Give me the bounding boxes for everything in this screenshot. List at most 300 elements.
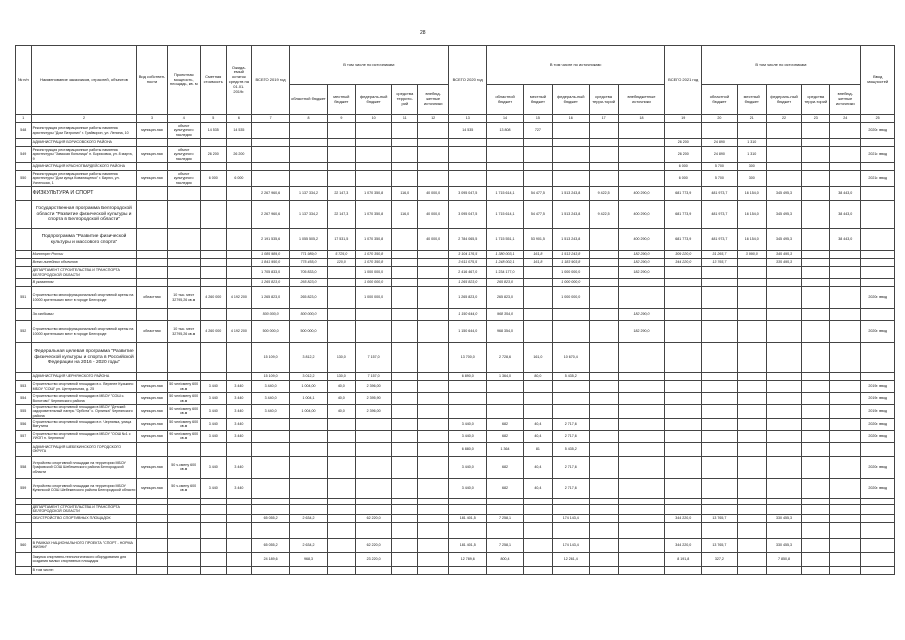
table-cell <box>290 418 328 430</box>
table-cell <box>665 321 702 343</box>
table-cell: муницип-ная <box>137 381 167 393</box>
table-cell: 15 109,0 <box>252 373 290 381</box>
table-cell <box>418 171 449 187</box>
table-cell <box>392 139 418 147</box>
col-header-offbudget: внебюд-жетные источники <box>418 85 449 115</box>
column-number: 8 <box>290 115 328 123</box>
table-cell <box>487 405 524 419</box>
row-name-cell: Федеральная целевая программа "Развитие физической культуры и спорта в Российской Федерации на 2016 - 2020 годы" <box>31 343 137 373</box>
table-cell <box>737 373 766 381</box>
table-cell <box>355 566 392 574</box>
table-cell <box>702 123 738 139</box>
table-cell: 705 833,0 <box>290 267 328 279</box>
table-cell <box>830 566 861 574</box>
table-cell <box>449 504 487 514</box>
col-header-sources-2019: В том числе по источникам: <box>290 46 449 85</box>
table-cell <box>200 566 226 574</box>
table-cell <box>418 309 449 321</box>
table-cell: 400 290,0 <box>618 229 665 251</box>
table-cell: 500 000,0 <box>252 309 290 321</box>
table-row <box>16 279 895 287</box>
table-cell <box>618 373 665 381</box>
table-cell <box>589 309 618 321</box>
table-cell <box>327 309 355 321</box>
table-cell <box>137 504 167 514</box>
table-cell: 681 773,9 <box>665 201 702 229</box>
table-cell <box>830 163 861 171</box>
table-cell: 2019г. ввод <box>861 405 895 419</box>
column-number: 13 <box>449 115 487 123</box>
table-cell <box>167 504 200 514</box>
column-number: 19 <box>665 115 702 123</box>
row-number-cell: 552 <box>16 321 32 343</box>
table-cell: муницип-ная <box>137 456 167 478</box>
row-number-cell <box>16 343 32 373</box>
table-cell <box>589 504 618 514</box>
table-cell <box>226 373 252 381</box>
table-cell <box>802 522 830 538</box>
table-cell: 12 261,4 <box>552 552 589 566</box>
column-number: 24 <box>830 115 861 123</box>
table-cell <box>392 538 418 552</box>
table-cell: 345 495,3 <box>766 251 802 259</box>
table-cell <box>449 147 487 163</box>
table-cell <box>589 251 618 259</box>
table-cell <box>137 522 167 538</box>
table-cell: 344 220,0 <box>665 514 702 522</box>
table-row <box>16 267 895 279</box>
table-cell <box>737 405 766 419</box>
table-cell <box>418 514 449 522</box>
table-cell <box>618 504 665 514</box>
table-cell <box>167 514 200 522</box>
table-cell: 1 265 823,0 <box>449 287 487 309</box>
table-cell <box>802 287 830 309</box>
table-cell <box>252 442 290 456</box>
table-cell <box>665 381 702 393</box>
table-cell <box>861 229 895 251</box>
col-header-offbudget-2021: внебюд-жетные источники <box>830 85 861 115</box>
table-cell <box>552 405 589 419</box>
table-cell: 16 154,0 <box>737 229 766 251</box>
column-number: 14 <box>487 115 524 123</box>
table-cell <box>252 418 290 430</box>
table-cell: 3 440 <box>226 381 252 393</box>
table-cell <box>226 522 252 538</box>
table-cell: 2 728,6 <box>487 343 524 373</box>
row-number-cell: 559 <box>16 478 32 498</box>
table-row <box>16 171 895 187</box>
table-cell <box>861 251 895 259</box>
table-cell <box>802 566 830 574</box>
table-cell <box>802 552 830 566</box>
table-cell <box>766 321 802 343</box>
table-cell: 1 513 243,8 <box>552 201 589 229</box>
row-number-cell <box>16 514 32 522</box>
table-cell <box>392 259 418 267</box>
row-name-cell: Строительство спортивной площадки в с. Верхнее Кузькино МБОУ "СОШ" ул. Центральная, д. 25 <box>31 381 137 393</box>
table-cell <box>392 229 418 251</box>
table-cell <box>355 309 392 321</box>
row-number-cell: 553 <box>16 381 32 393</box>
table-cell <box>418 343 449 373</box>
table-cell: 300 <box>737 163 766 171</box>
table-cell <box>200 504 226 514</box>
table-cell <box>702 287 738 309</box>
table-cell <box>290 171 328 187</box>
table-row <box>16 478 895 498</box>
table-body <box>16 123 895 575</box>
table-cell <box>355 522 392 538</box>
row-number-cell <box>16 552 32 566</box>
col-header-ownership: Вид собствен-ности <box>137 46 167 115</box>
table-row <box>16 147 895 163</box>
table-cell: 1 070 350,8 <box>355 229 392 251</box>
column-number: 6 <box>226 115 252 123</box>
row-name-cell: В том числе: <box>31 566 137 574</box>
table-cell: 16 154,0 <box>737 201 766 229</box>
table-cell <box>861 522 895 538</box>
table-cell <box>523 514 552 522</box>
table-cell <box>327 139 355 147</box>
col-header-territorial-2021: средства терри-торий <box>802 85 830 115</box>
table-cell <box>226 229 252 251</box>
table-cell: муницип-ная <box>137 418 167 430</box>
table-cell <box>226 442 252 456</box>
table-cell <box>737 418 766 430</box>
table-cell: 1 070 350,8 <box>355 251 392 259</box>
table-cell <box>618 478 665 498</box>
table-cell <box>665 267 702 279</box>
table-row <box>16 259 895 267</box>
table-cell: 4 260 000 <box>200 287 226 309</box>
table-cell <box>552 171 589 187</box>
table-cell: 3 440 <box>200 430 226 442</box>
table-cell <box>618 552 665 566</box>
row-name-cell: За скобками <box>31 309 137 321</box>
table-cell: 2 267 960,6 <box>252 201 290 229</box>
column-number: 9 <box>327 115 355 123</box>
table-cell: 14 535 <box>226 123 252 139</box>
table-cell <box>487 522 524 538</box>
table-cell: 54 477,5 <box>523 201 552 229</box>
table-cell: 1 150 644,0 <box>449 309 487 321</box>
table-cell <box>766 373 802 381</box>
table-cell <box>861 514 895 522</box>
table-cell <box>523 163 552 171</box>
table-cell <box>418 538 449 552</box>
row-number-cell <box>16 504 32 514</box>
table-cell <box>200 442 226 456</box>
row-name-cell: Закупка спортивно-технологического оборудования для создания малых спортивных площадок <box>31 552 137 566</box>
table-cell: 265 823,0 <box>487 279 524 287</box>
table-cell <box>702 442 738 456</box>
table-cell <box>355 163 392 171</box>
table-cell <box>766 279 802 287</box>
row-name-cell: Строительство спортивной площадки в МБОУ "Детский оздоровительный лагерь "Орбита" с. Орлинка" Чернянского района <box>31 405 137 419</box>
row-name-cell: В РАМКАХ НАЦИОНАЛЬНОГО ПРОЕКТА "СПОРТ - НОРМА ЖИЗНИ" <box>31 538 137 552</box>
table-row <box>16 538 895 552</box>
table-cell <box>618 343 665 373</box>
table-cell <box>737 279 766 287</box>
table-cell: 24 890 <box>702 139 738 147</box>
row-number-cell: 551 <box>16 287 32 309</box>
table-cell <box>802 430 830 442</box>
table-cell: 1 513 243,8 <box>552 251 589 259</box>
table-cell <box>523 538 552 552</box>
column-number: 15 <box>523 115 552 123</box>
table-cell <box>830 373 861 381</box>
table-cell <box>830 259 861 267</box>
table-row <box>16 123 895 139</box>
table-cell: 400 290,0 <box>618 201 665 229</box>
table-cell <box>392 418 418 430</box>
table-cell <box>589 171 618 187</box>
table-cell <box>252 478 290 498</box>
column-number: 23 <box>802 115 830 123</box>
table-cell <box>355 442 392 456</box>
table-cell <box>327 538 355 552</box>
table-cell <box>618 287 665 309</box>
table-cell <box>290 430 328 442</box>
table-cell <box>355 171 392 187</box>
table-cell <box>355 430 392 442</box>
table-cell <box>552 381 589 393</box>
table-row <box>16 287 895 309</box>
table-cell <box>327 163 355 171</box>
table-cell: 8 191,8 <box>665 552 702 566</box>
table-cell <box>418 373 449 381</box>
table-cell <box>702 343 738 373</box>
table-cell <box>392 251 418 259</box>
table-row <box>16 456 895 478</box>
table-cell <box>200 552 226 566</box>
table-cell: 130,0 <box>327 373 355 381</box>
column-number: 10 <box>355 115 392 123</box>
row-number-cell <box>16 201 32 229</box>
table-cell: 3 095 047,5 <box>449 201 487 229</box>
table-cell <box>737 287 766 309</box>
table-cell <box>665 309 702 321</box>
table-cell: 1 513 243,8 <box>552 187 589 201</box>
column-number: 3 <box>137 115 167 123</box>
column-number: 25 <box>861 115 895 123</box>
table-cell: 7 850,8 <box>766 552 802 566</box>
table-cell <box>252 147 290 163</box>
table-cell <box>226 187 252 201</box>
col-header-territorial-2020: средства терри-торий <box>589 85 618 115</box>
table-cell <box>702 478 738 498</box>
table-cell: 7 157,0 <box>355 373 392 381</box>
table-cell <box>802 147 830 163</box>
col-header-federal-2021: федераль-ный бюджет <box>766 85 802 115</box>
table-cell <box>137 267 167 279</box>
table-cell <box>665 456 702 478</box>
table-cell: 1 070 350,8 <box>355 259 392 267</box>
table-cell: 181 401,5 <box>449 538 487 552</box>
table-cell: 181 401,5 <box>449 514 487 522</box>
table-cell <box>802 201 830 229</box>
table-cell <box>802 456 830 478</box>
table-cell: 13 765,7 <box>702 538 738 552</box>
table-cell <box>861 259 895 267</box>
table-cell <box>702 279 738 287</box>
table-cell <box>167 522 200 538</box>
row-name-cell: Строительство спортивной площадки в МБОУ "СОШ с. Волотово" Чернянского района <box>31 393 137 405</box>
table-cell <box>418 267 449 279</box>
table-cell <box>327 442 355 456</box>
table-cell: 345 495,3 <box>766 201 802 229</box>
table-cell <box>137 279 167 287</box>
table-cell <box>252 139 290 147</box>
table-cell <box>418 163 449 171</box>
table-cell <box>589 522 618 538</box>
table-cell <box>702 522 738 538</box>
table-cell <box>523 171 552 187</box>
row-number-cell: 556 <box>16 418 32 430</box>
table-cell <box>861 187 895 201</box>
table-cell: 2 396,00 <box>355 381 392 393</box>
table-cell <box>290 147 328 163</box>
table-cell <box>830 456 861 478</box>
table-cell <box>418 393 449 405</box>
table-cell: 14 535 <box>200 123 226 139</box>
table-cell <box>487 139 524 147</box>
table-cell <box>861 504 895 514</box>
table-cell <box>200 267 226 279</box>
table-cell <box>830 552 861 566</box>
table-cell <box>137 229 167 251</box>
row-number-cell <box>16 187 32 201</box>
table-cell <box>392 381 418 393</box>
table-cell <box>766 381 802 393</box>
table-cell <box>552 504 589 514</box>
table-cell: 1 150 644,0 <box>449 321 487 343</box>
table-cell <box>418 566 449 574</box>
table-cell <box>252 163 290 171</box>
table-cell <box>766 418 802 430</box>
table-cell: 3 440,0 <box>252 381 290 393</box>
table-cell: 6 880,0 <box>449 442 487 456</box>
table-cell <box>167 538 200 552</box>
table-cell: 4 192 200 <box>226 287 252 309</box>
table-cell: 50 ч.смену 600 кв.м <box>167 478 200 498</box>
table-cell <box>737 309 766 321</box>
table-cell <box>861 538 895 552</box>
table-cell <box>523 139 552 147</box>
table-cell: 26 200 <box>665 147 702 163</box>
table-cell: 3 104 176,5 <box>449 251 487 259</box>
table-cell <box>830 267 861 279</box>
table-cell: 3 440 <box>226 418 252 430</box>
table-row <box>16 566 895 574</box>
column-number: 12 <box>418 115 449 123</box>
table-row <box>16 309 895 321</box>
table-cell <box>552 139 589 147</box>
table-cell <box>327 279 355 287</box>
table-cell <box>487 163 524 171</box>
table-cell: муницип-ная <box>137 171 167 187</box>
table-cell <box>327 267 355 279</box>
table-cell <box>830 279 861 287</box>
table-cell <box>167 229 200 251</box>
table-cell <box>392 287 418 309</box>
table-cell: 2 717,6 <box>552 478 589 498</box>
table-cell <box>392 552 418 566</box>
table-cell: 116,0 <box>392 187 418 201</box>
col-header-n: № п/п <box>16 46 32 115</box>
col-header-sources-2020: В том числе по источникам: <box>487 46 665 85</box>
table-cell <box>200 279 226 287</box>
table-cell <box>552 566 589 574</box>
table-cell: 10 670,4 <box>552 343 589 373</box>
table-cell: 2020г. ввод <box>861 478 895 498</box>
table-cell: 1 004,00 <box>290 405 328 419</box>
table-cell <box>618 405 665 419</box>
table-cell: 1 248 002,1 <box>487 259 524 267</box>
table-cell <box>392 430 418 442</box>
table-cell: 2020г. ввод <box>861 123 895 139</box>
table-cell <box>802 187 830 201</box>
table-row <box>16 381 895 393</box>
table-cell <box>523 309 552 321</box>
col-header-territorial: средства террито-рий <box>392 85 418 115</box>
table-cell <box>702 321 738 343</box>
table-cell: 9 422,5 <box>589 201 618 229</box>
table-cell: 3 012,2 <box>290 373 328 381</box>
row-name-cell: Устройство спортивной площадки на территории МБОУ Графовской СОШ Шебекинского района Белгородской области <box>31 456 137 478</box>
table-cell: 1 000 000,0 <box>552 279 589 287</box>
table-cell <box>665 442 702 456</box>
table-row <box>16 321 895 343</box>
table-cell <box>766 343 802 373</box>
table-cell: 13 808 <box>487 123 524 139</box>
table-cell: 1 265 823,0 <box>252 279 290 287</box>
row-name-cell: ДЕПАРТАМЕНТ СТРОИТЕЛЬСТВА И ТРАНСПОРТА БЕЛГОРОДСКОЙ ОБЛАСТИ <box>31 267 137 279</box>
table-cell <box>702 373 738 381</box>
table-row <box>16 343 895 373</box>
table-cell: объект культурного наследия <box>167 171 200 187</box>
row-number-cell <box>16 373 32 381</box>
table-cell <box>200 343 226 373</box>
table-cell: 1 841 950,0 <box>252 259 290 267</box>
table-cell <box>552 522 589 538</box>
table-cell <box>167 267 200 279</box>
table-cell: 682 <box>487 430 524 442</box>
table-cell: 400 290,0 <box>618 187 665 201</box>
table-cell <box>137 139 167 147</box>
table-cell: 6 000 <box>665 171 702 187</box>
table-cell: 16 154,0 <box>737 187 766 201</box>
table-cell <box>665 430 702 442</box>
table-cell <box>418 123 449 139</box>
table-cell <box>589 229 618 251</box>
table-cell <box>226 343 252 373</box>
table-cell <box>702 566 738 574</box>
table-cell: 345 495,3 <box>766 187 802 201</box>
row-number-cell: 549 <box>16 147 32 163</box>
table-cell <box>802 442 830 456</box>
table-cell <box>589 456 618 478</box>
row-name-cell <box>31 522 137 538</box>
row-number-cell <box>16 229 32 251</box>
table-cell: 22 147,3 <box>327 201 355 229</box>
table-cell <box>589 538 618 552</box>
table-cell <box>702 309 738 321</box>
table-cell <box>226 566 252 574</box>
table-cell: 182 290,0 <box>618 267 665 279</box>
table-cell <box>618 538 665 552</box>
